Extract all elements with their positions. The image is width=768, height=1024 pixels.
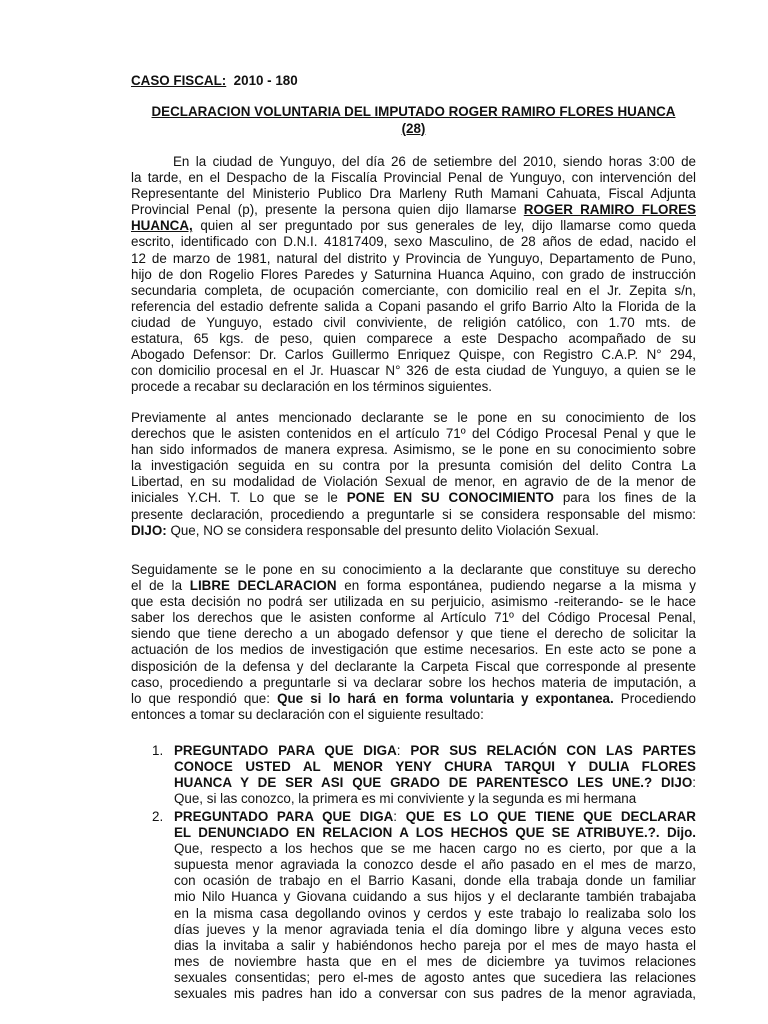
list-number: 1.	[152, 743, 164, 758]
text-line: Representante del Ministerio Publico Dra Marleny Ruth Mamani Cahuata, Fiscal Adjunta	[131, 186, 696, 202]
text-line: derechos que le asisten contenidos en el artículo 71º del Código Procesal Penal y que le	[131, 426, 696, 442]
text-line: Libertad, en su modalidad de Violación Sexual de menor, en agravio de de la menor de	[131, 474, 696, 490]
text-line: escrito, identificado con D.N.I. 41817409, sexo Masculino, de 28 años de edad, nacido el	[131, 234, 696, 250]
title-line: DECLARACION VOLUNTARIA DEL IMPUTADO ROGER RAMIRO FLORES HUANCA	[151, 104, 676, 119]
text-line: caso, procediendo a preguntarle si va declarar sobre los hechos materia de imputación, a	[131, 674, 696, 690]
text-line: entonces a tomar su declaración con el siguiente resultado:	[131, 706, 484, 722]
text-line: estatura, 65 kgs. de peso, quien comparece a este Despacho acompañado de su	[131, 331, 696, 347]
case-label: CASO FISCAL:	[131, 73, 227, 88]
text-line: Previamente al antes mencionado declarante se le pone en su conocimiento de los	[131, 410, 696, 425]
text-line: hijo de don Rogelio Flores Paredes y Saturnina Huanca Aquino, con grado de instrucción	[131, 266, 696, 282]
text-line: Que, si las conozco, la primera es mi conviviente y la segunda es mi hermana	[174, 791, 637, 807]
text-line: supuesta menor agraviada la conozco desde el año pasado en el mes de marzo,	[174, 857, 696, 873]
paragraph-free-declaration	[131, 562, 696, 723]
question-item	[174, 809, 696, 1002]
text-line: PREGUNTADO PARA QUE DIGA: QUE ES LO QUE TIENE QUE DECLARAR	[174, 809, 696, 824]
text-line: CONOCE USTED AL MENOR YENY CHURA TARQUI Y DULIA FLORES	[174, 759, 696, 775]
text-line: lo que respondió que: Que si lo hará en forma voluntaria y expontanea. Procediendo	[131, 690, 696, 706]
text-line: HUANCA, quien al ser preguntado por sus generales de ley, dijo llamarse como queda	[131, 218, 696, 234]
text-line: dias la invitaba a salir y habiéndonos hecho pareja por el mes de mayo hasta el	[174, 937, 696, 953]
text-line: PREGUNTADO PARA QUE DIGA: POR SUS RELACIÓN CON LAS PARTES	[174, 743, 696, 758]
text-line: han sido informados de manera expresa. Asimismo, se le pone en su conocimiento sobre	[131, 442, 696, 458]
text-line: en la misma casa degollando ovinos y cerdos y este trabajo lo realizaba solo los	[174, 905, 696, 921]
text-line: siendo que tiene derecho a un abogado defensor y que tiene el derecho de solicitar la	[131, 626, 696, 642]
text-line: días jueves y la menor agraviada tenia el día domingo libre y alguna veces esto	[174, 921, 696, 937]
text-line: con ocasión de trabajo en el Barrio Kasani, donde ella trabaja donde un familiar	[174, 873, 696, 889]
text-line: EL DENUNCIADO EN RELACION A LOS HECHOS QUE SE ATRIBUYE.?. Dijo.	[174, 825, 696, 841]
text-line: sexuales consentidas; pero el-mes de agosto antes que sucediera las relaciones	[174, 969, 696, 985]
case-number	[131, 73, 298, 88]
text-line: Seguidamente se le pone en su conocimiento a la declarante que constituye su derecho	[131, 562, 696, 577]
text-line: disposición de la defensa y del declarante la Carpeta Fiscal que corresponde al presente	[131, 658, 696, 674]
text-line: 12 de marzo de 1981, natural del distrito y Provincia de Yunguyo, Departamento de Puno,	[131, 250, 696, 266]
declarant-name: ROGER RAMIRO FLORES	[523, 202, 696, 218]
text-line: saber los derechos que le asisten conforme al Artículo 71º del Código Procesal Penal,	[131, 610, 696, 626]
text-line: iniciales Y.CH. T. Lo que se le PONE EN SU CONOCIMIENTO para los fines de la	[131, 490, 696, 506]
list-number: 2.	[152, 809, 164, 824]
paragraph-rights	[131, 410, 696, 539]
text-line: la investigación seguida en su contra por la presunta comisión del delito Contra La	[131, 458, 696, 474]
declarant-name: HUANCA,	[131, 218, 193, 234]
text-line: referencia del estadio defrente salida a Copani pasando el grifo Barrio Alto la Florida de la	[131, 298, 696, 314]
text-line: HUANCA Y DE SER ASI QUE GRADO DE PARENTESCO LES UNE.? DIJO:	[174, 775, 696, 791]
text-line: presente declaración, procediendo a preguntarle si se considera responsable del mismo:	[131, 506, 696, 522]
text-line: Abogado Defensor: Dr. Carlos Guillermo Enriquez Quispe, con Registro C.A.P. N° 294,	[131, 347, 696, 363]
text-line: DIJO: Que, NO se considera responsable del presunto delito Violación Sexual.	[131, 522, 599, 538]
document-title	[131, 104, 696, 137]
text-line: secundaria completa, de ocupación comerciante, con domicilio real en el Jr. Zepita s/n,	[131, 282, 696, 298]
text-line: mes de noviembre hasta que en el mes de diciembre ya tuvimos relaciones	[174, 953, 696, 969]
case-value: 2010 - 180	[233, 73, 298, 88]
text-line: la tarde, en el Despacho de la Fiscalía Provincial Penal de Yunguyo, con intervención del	[131, 170, 696, 186]
text-line: Provincial Penal (p), presente la persona quien dijo llamarse ROGER RAMIRO FLORES	[131, 202, 696, 218]
text-line: con domicilio procesal en el Jr. Huascar N° 326 de esta ciudad de Yunguyo, a quien se le	[131, 363, 696, 379]
question-item	[174, 743, 696, 807]
text-line: Que, respecto a los hechos que se me hacen cargo no es cierto, por que a la	[174, 841, 696, 857]
text-line: el de la LIBRE DECLARACION en forma espontánea, pudiendo negarse a la misma y	[131, 578, 696, 594]
text-line: que esta decisión no podrá ser utilizada en su perjuicio, asimismo -reiterando- se le hace	[131, 594, 696, 610]
text-line: En la ciudad de Yunguyo, del día 26 de setiembre del 2010, siendo horas 3:00 de	[173, 154, 696, 169]
paragraph-intro	[131, 154, 696, 395]
text-line: ciudad de Yunguyo, estado civil conviviente, de religión católico, con 1.70 mts. de	[131, 314, 696, 330]
text-line: mio Nilo Huanca y Giovana cuidando a sus hijos y el declarante también trabajaba	[174, 889, 696, 905]
text-line: procede a recabar su declaración en los términos siguientes.	[131, 379, 493, 395]
title-line: (28)	[401, 120, 426, 136]
text-line: actuación de los medios de investigación que estime necesarios. En este acto se pone a	[131, 642, 696, 658]
text-line: sexuales mis padres han ido a conversar con sus padres de la menor agraviada,	[174, 986, 696, 1002]
